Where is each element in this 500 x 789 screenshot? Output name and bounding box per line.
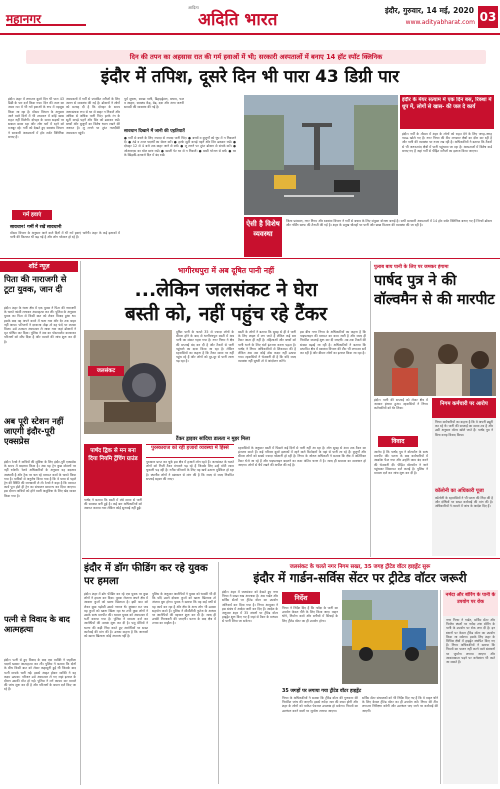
lead-body-col-4: पूर्व सूचना, स्वच्छ पानी, डिहाइड्रेशन, बचाव, फल व आहार, स्वास्थ्य केंद्र, बेड, दवा और अन्य जरूरी सामग्री की व्यवस्था की गई है। (124, 97, 184, 110)
bottom-divider-2 (440, 590, 441, 784)
main-callout-2-box (146, 444, 234, 458)
right-side-head-2: कॉलोनी का अधिकारी पूजा (435, 488, 484, 494)
lead-bottom-rule (0, 258, 500, 259)
bottom-left-headline: इंदौर में डॉग फीडिंग कर रहे युवक पर हमला (84, 563, 208, 587)
main-photo-caption: टैंकर ड्राइवर सांदिया डालता न मुहर मिला (176, 436, 250, 442)
logo (178, 3, 328, 31)
lead-kicker: दिन की तपन का अहसास रात की गर्म हवाओं में भी; सरकारी अस्पतालों में बनाए 14 हॉट स्पॉट क्लिनिक (129, 53, 383, 61)
main-body-col-6: रहवासियों के अनुसार बस्ती में पिछले कई दिनों से पानी नहीं आ रहा है। लोग सुबह से शाम तक टैंकर का इंतजार करते हैं। कई परिवार दूसरे इलाकों में रहने वाले रिश्तेदारों के यहां से पानी ला रहे हैं। बुजुर्गों और बीमार लोगों को सबसे ज्यादा परेशानी हो रही है। निगम के जोनल अधिकारी ने बताया कि क्षेत्र में अतिरिक्त टैंकर भेजे जा रहे हैं और पाइपलाइन बदलने का काम अंतिम चरण में है। जल्द ही समस्या का समाधान हो जाएगा। लोगों से धैर्य रखने की अपील की गई है। (238, 446, 366, 467)
lead-body-col-3: मौसम विभाग के अनुसार आने वाले दिनों में भी गर्म हवाएं चलेंगी। शहर के कई इलाकों में पानी की किल्लत भी बढ़ गई है और लोग परेशान हो रहे हैं। (10, 231, 120, 240)
masthead (0, 0, 500, 34)
main-body-col-4: पार्षद ने बताया कि बस्ती में लंबे समय से पानी की समस्या बनी हुई है। कई बार अधिकारियों को अवगत कराया गया लेकिन कोई सुनवाई नहीं हुई। (84, 498, 142, 511)
main-right-divider (370, 261, 371, 557)
lead-photo (244, 95, 398, 215)
bottom-right-body: नगर निगम ने गार्डन, सर्विस सेंटर और निर्माण स्थलों पर नर्मदा तथा बोरिंग के पानी के उपयोग पर रोक लगा दी है। इन स्थानों पर केवल ट्रीटेड वॉटर का उपयोग किया जा सकेगा। इसके लिए शहर के विभिन्न क्षेत्रों में हाइड्रेंट स्थापित किए गए हैं। निगम अधिकारियों ने बताया कि नियमों का पालन नहीं करने वाले संस्थानों पर जुर्माना लगाया जाएगा और आवश्यकता पड़ने पर कनेक्शन भी काटे जा सकते हैं। (446, 618, 495, 665)
lead-sub2: सावधान दिखाने में जानी की एहतियातें (124, 129, 185, 134)
special-box-text: जिला प्रशासन, नगर निगम और स्वास्थ्य विभाग ने गर्मी से बचाव के लिए संयुक्त योजना बनाई है। सभी सरकारी अस्पतालों में 14 हॉट स्पॉट क्लिनिक बनाए गए हैं जिनमें डॉक्टर और नर्सिंग स्टाफ की तैनाती की गई है। शहर के प्रमुख चौराहों पर पानी और छाछ वितरण की व्यवस्था की जा रही है। (286, 219, 492, 228)
bottom-headline: इंदौर में गार्डन-सर्विस सेंटर पर ट्रीटेड वॉटर जरूरी (253, 571, 467, 585)
lead-right-col: इंदौर। गर्मी के मौसम में शहर के लोगों को राहत देने के लिए जगह-जगह प्याऊ खोले गए हैं। नगर निगम की टीम लगातार क्षेत्रों का दौरा कर रही है और पानी की व्यवस्था पर नजर रख रही है। अधिकारियों ने बताया कि टैंकरों से भी जरूरतमंद क्षेत्रों में पानी पहुंचाया जा रहा है। अस्पतालों में विशेष वार्ड बनाए गए हैं जहां गर्मी से पीड़ित मरीजों का इलाज किया जाएगा। (402, 132, 492, 153)
right-side-body: निगम कर्मचारियों का कहना है कि वे अपनी ड्यूटी कर रहे थे। पानी की सप्लाई का समय तय है और उसी अनुसार वॉल्व खोले जाते हैं। पार्षद पुत्र ने बिना वजह विवाद किया। (435, 420, 493, 437)
main-kicker: भागीरथपुरा में अब दूषित पानी नहीं (177, 266, 275, 275)
right-body-col-2: आरोप है कि पार्षद पुत्र ने वॉल्वमैन के साथ मारपीट की। घटना के बाद कर्मचारियों में आक्रोश फैल गया और उन्होंने काम बंद करने की चेतावनी दी। पीड़ित वॉल्वमैन ने थाने पहुंचकर शिकायत दर्ज कराई है। पुलिस ने मामला दर्ज कर जांच शुरू कर दी है। (374, 450, 428, 476)
left-item-2-body: इंदौर। रेलवे ने यात्रियों की सुविधा के लिए इंदौर-पुरी एक्सप्रेस के समय में बदलाव किया है। अब यह ट्रेन कुछ स्टेशनों पर नहीं रुकेगी। रेलवे अधिकारियों के अनुसार यह बदलाव अस्थायी है और ट्रैक पर चल रहे मरम्मत कार्य के चलते किया गया है। यात्रियों से अनुरोध किया गया है कि वे यात्रा से पहले ट्रेन की स्थिति की जानकारी ले लें। रेलवे ने कहा है कि मरम्मत कार्य पूरा होते ही ट्रेन का संचालन सामान्य कर दिया जाएगा। इस दौरान यात्रियों को होने वाली असुविधा के लिए खेद व्यक्त किया गया है। (4, 460, 76, 498)
bottom-tag: निर्देश (282, 592, 320, 604)
special-tag: ऐसी है विशेष व्यवस्था (246, 220, 280, 238)
mid-bottom-rule (82, 558, 500, 559)
bottom-photo (342, 590, 438, 684)
header-rule (0, 33, 500, 35)
main-body-col-5: पुरस्कार प्राप्त कर चुके इस क्षेत्र में हजारों लोग रहते हैं। जलसंकट के चलते लोगों को निजी टैंकर मंगवाने पड़ रहे हैं जिसके लिए उन्हें मोटी रकम चुकानी पड़ रही है। गरीब परिवारों के लिए यह खर्च उठाना मुश्किल हो रहा है। स्थानीय लोगों ने प्रशासन से मांग की है कि जल्द से जल्द नियमित सप्लाई बहाल की जाए। (146, 460, 234, 481)
main-photo (84, 330, 172, 434)
right-kicker: पुलाब बाय पानी के लिए पर जमकर हंगामा (374, 265, 449, 270)
right-headline: पार्षद पुत्र ने की वॉल्वमैन से की मारपीट (374, 273, 495, 308)
right-side-head: निगम कर्मचारी पर आरोप (440, 401, 488, 407)
bottom-divider-1 (218, 562, 219, 784)
bottom-left-body-1: इंदौर। शहर में डॉग फीडिंग कर रहे एक युवक पर कुछ लोगों ने हमला कर दिया। युवक रोजाना अपने क्षेत्र में आवारा कुत्तों को खाना खिलाता है। इसी बात को लेकर कुछ पड़ोसी उससे नाराज थे। बुधवार रात जब वह कुत्तों को खाना खिला रहा था तभी कुछ लोगों ने उसके साथ मारपीट की। घायल युवक को अस्पताल में भर्ती कराया गया है। पुलिस ने मामला दर्ज कर आरोपियों की तलाश शुरू कर दी है। पशु प्रेमियों ने घटना की कड़ी निंदा करते हुए आरोपियों पर सख्त कार्रवाई की मांग की है। उनका कहना है कि जानवरों को खाना खिलाना कोई अपराध नहीं है। (84, 592, 148, 639)
right-side-box (432, 398, 496, 556)
left-col-divider (80, 261, 81, 785)
left-col-title: शॉर्ट न्यूज़ (0, 261, 78, 272)
main-callout-1: पार्षद द्विक से मन बना दिया नियमि ट्रेंचिंग ग्राउंड (88, 448, 138, 462)
page-number: 03 (478, 6, 498, 28)
bottom-main-body-4: सर्विस सेंटर संचालकों को भी निर्देश दिए गए हैं कि वे वाहन धोने के लिए केवल ट्रीटेड वॉटर का ही उपयोग करें। निगम की टीम लगातार निरीक्षण करेगी और उल्लंघन पाए जाने पर कार्रवाई की जाएगी। (362, 696, 438, 713)
bottom-main-body-2: निगम ने निर्देश दिए हैं कि नर्मदा के पानी का उपयोग केवल पीने के लिए किया जाए। वाहन धोने, निर्माण कार्य और बगीचों में सिंचाई के लिए ट्रीटेड वॉटर का ही उपयोग होगा। (282, 606, 338, 623)
main-body-col-2: बस्ती के लोगों ने बताया कि सुबह से ही वे पानी के लिए लाइन में लग जाते हैं लेकिन कई बार टैंकर आता ही नहीं है। महिलाओं और बच्चों को पानी भरने के लिए घंटों इंतजार करना पड़ता है। पार्षद ने निगम अधिकारियों से शिकायत की है लेकिन अब तक कोई ठोस कदम नहीं उठाया गया। रहवासियों ने चेतावनी दी है कि यदि जल्द व्यवस्था नहीं सुधरी तो वे आंदोलन करेंगे। (238, 330, 296, 364)
left-item-2-head: अब पूरी स्टेशन नहीं जाएगी इंदौर-पूरी एक्सप्रेस (4, 416, 64, 446)
left-item-1-body: इंदौर। शहर के थाना क्षेत्र में एक युवक ने पिता की नाराजगी के चलते फांसी लगाकर आत्महत्या कर ली। पुलिस के अनुसार युवक का पिता से किसी बात को लेकर विवाद हुआ था। इसके बाद वह अपने कमरे में चला गया और देर तक बाहर नहीं आया। परिजनों ने दरवाजा तोड़ा तो वह फंदे पर लटका मिला। उसे तत्काल अस्पताल ले जाया गया जहां डॉक्टरों ने मृत घोषित कर दिया। पुलिस ने शव का पोस्टमार्टम करवाकर परिजनों को सौंप दिया है और मामले की जांच शुरू कर दी है। (4, 306, 76, 344)
right-side-body-2: कॉलोनी के रहवासियों ने भी घटना की निंदा की है और दोषियों पर सख्त कार्रवाई की मांग की है। अधिकारियों ने मामले में जांच के आदेश दिए हैं। (435, 496, 493, 509)
lead-photo-caption-box (400, 95, 494, 129)
lead-tag: गर्म हवाएं (12, 210, 52, 220)
logo-main: अदिति भारत (198, 10, 278, 30)
left-item-1-head: पिता की नाराजगी से टूटा युवक, जान दी (4, 274, 67, 294)
bottom-kicker: जलसंकट के चलते नगर निगम सख्त, 35 जगह ट्रीटेड वॉटर हाइड्रेंट सुरू (289, 564, 431, 570)
section-label: महानगर (6, 12, 41, 26)
lead-bullets: ● गर्मी से बचने के लिए ज्यादा से ज्यादा पानी पिएं। ● बच्चों व बुजुर्गों को धूप में न निकलने दें। ● ठंडे व तरल पदार्थों का सेवन करें। ● हल्के सूती कपड़े पहनें और सिर ढककर रखें। ● दोपहर 12 से 4 बजे तक बाहर जाने से बचें। ● लू लगने पर तुरंत डॉक्टर से संपर्क करें। ● ओआरएस का घोल साथ रखें। ● खाली पेट घर से न निकलें। ● बासी भोजन से बचें। ● घर के खिड़की-दरवाजे दिन में बंद रखें। (124, 136, 236, 157)
dateline: इंदौर, गुरुवार, 14 मई, 2020 (384, 6, 474, 15)
main-headline-2: बस्ती को, नहीं पहुंच रहे टैंकर (124, 303, 328, 325)
right-photo (374, 332, 496, 396)
lead-headline: इंदौर में तपिश, दूसरे दिन भी पारा 43 डिग्री पार (100, 67, 400, 87)
bottom-right-head: नर्मदा और बोरिंग के पानी के उपयोग पर रोक (445, 593, 496, 605)
lead-kicker-bar (26, 50, 486, 64)
bottom-main-body-3: निगम के अधिकारियों ने बताया कि ट्रीटेड वॉटर की गुणवत्ता की नियमित जांच की जाएगी। इससे नर्मदा जल की बचत होगी और शहर के लोगों को पर्याप्त पेयजल उपलब्ध हो सकेगा। नियमों का उल्लंघन करने वालों पर जुर्माना लगाया जाएगा। (282, 696, 358, 713)
bottom-main-body-1: इंदौर। शहर में जलसंकट को देखते हुए नगर निगम ने सख्त रुख अपनाया है। अब गार्डन और सर्विस सेंटरों पर ट्रीटेड वॉटर का उपयोग अनिवार्य कर दिया गया है। निगम आयुक्त ने इस संबंध में आदेश जारी कर दिए हैं। आदेश के अनुसार शहर में 35 स्थानों पर ट्रीटेड वॉटर हाइड्रेंट शुरू किए गए हैं जहां से टैंकर के माध्यम से पानी लिया जा सकेगा। (222, 590, 278, 624)
main-tag: जलसंकट (88, 366, 124, 376)
main-body-col-3: इस बीच नगर निगम के अधिकारियों का कहना है कि पाइपलाइन की मरम्मत का काम जारी है और जल्द ही नियमित सप्लाई शुरू कर दी जाएगी। तब तक टैंकरों की संख्या बढ़ाई जा रही है। अधिकारियों ने बताया कि प्रभावित क्षेत्र में स्वास्थ्य विभाग की टीम भी लगातार सर्वे कर रही है और बीमार लोगों का इलाज किया जा रहा है। (300, 330, 366, 356)
main-callout-1-box (84, 444, 142, 496)
bottom-left-body-2: पुलिस के अनुसार आरोपियों ने युवक को धमकी भी दी कि यदि उसने दोबारा कुत्तों को खाना खिलाया तो अंजाम बुरा होगा। युवक ने बताया कि वह कई वर्षों से यह कार्य कर रहा है और क्षेत्र के अन्य लोग भी उसका सहयोग करते हैं। पुलिस ने सीसीटीवी फुटेज के आधार पर आरोपियों की पहचान शुरू कर दी है। जल्द ही उनकी गिरफ्तारी की जाएगी। घटना के बाद क्षेत्र में तनाव का माहौल है। (152, 592, 216, 626)
lead-body-col-2: अस्पतालों में गर्मी से प्रभावित मरीजों के लिए अलग से व्यवस्था की गई है। डॉक्टरों ने लोगों को सलाह दी है कि दोपहर के समय अनावश्यक रूप से घर से बाहर न निकलें और अधिक से अधिक पानी पिएं। हल्के रंग के सूती कपड़े पहनें और सिर को ढककर रखें। बच्चों और बुजुर्गों का विशेष ध्यान रखने की जरूरत है। लू लगने पर तुरंत नजदीकी अस्पताल पहुंचें। (66, 97, 120, 135)
bottom-right-box (443, 590, 498, 784)
right-tag: विवाद (378, 436, 418, 447)
right-body-col-1: इंदौर। पानी की सप्लाई को लेकर क्षेत्र में जमकर हंगामा हुआ। रहवासियों ने निगम कर्मचारियों को घेर लिया। (374, 398, 428, 411)
lead-photo-caption: इंदौर के मेयर सत्याम में एक दिन बस, रिक्शा में धूप में, लोगों से खास- की जल दे कार्य (402, 97, 492, 110)
lead-sub1: सावधान! गर्मी में रखें सावधानी (10, 225, 62, 230)
main-body-col-1: दूषित पानी के चलते 35 से ज्यादा लोगों के बीमार होने के बाद से भागीरथपुरा बस्ती में अब पानी का संकट गहरा गया है। नगर निगम ने क्षेत्र की सप्लाई बंद कर दी है और टैंकरों से पानी पहुंचाने का दावा किया जा रहा है। लेकिन रहवासियों का कहना है कि टैंकर समय पर नहीं पहुंच रहे हैं और लोगों को दूर-दूर से पानी लाना पड़ रहा है। (176, 330, 234, 364)
bottom-photo-caption: 35 जगहों पर लगाया गया ट्रीटेड वॉटर हाइड्रेंट (282, 689, 362, 694)
main-callout-2: पुरस्काराज को रही हजारों व्यवस्था में हिस्से (151, 445, 229, 451)
special-tag-box (244, 217, 282, 257)
right-side-head-box (432, 398, 496, 418)
website[interactable]: www.adityabharat.com (405, 19, 475, 26)
bottom-right-head-box (443, 590, 498, 616)
section-label-box (6, 8, 86, 26)
logo-small: आदित्य (188, 5, 199, 10)
left-item-3-head: पत्नी से विवाद के बाद आत्महत्या (4, 614, 70, 634)
lead-body-col-1: इंदौर। शहर में लगातार दूसरे दिन भी पारा 43 डिग्री के पार दर्ज किया गया। दिन की तपन का असर रात में भी गर्म हवाओं के रूप में महसूस किया जा रहा है। मौसम विभाग के अनुसार आने वाले दिनों में भी तापमान में कोई खास राहत नहीं मिलेगी। दोपहर के समय सड़कों पर सन्नाटा छाया रहा और लोग घरों में रहने को मजबूर रहे। गर्मी को देखते हुए स्वास्थ्य विभाग ने सरकारी अस्पतालों में हॉट स्पॉट क्लिनिक बनाए हैं। (8, 97, 64, 139)
main-headline-1: ...लेकिन जलसंकट ने घेरा (134, 279, 318, 301)
left-item-3-body: इंदौर। पत्नी से हुए विवाद के बाद एक व्यक्ति ने जहरीला पदार्थ खाकर आत्महत्या कर ली। पुलिस ने बताया कि दोनों के बीच किसी बात को लेकर कहासुनी हुई थी जिसके बाद पत्नी मायके चली गई। इससे आहत होकर व्यक्ति ने यह कदम उठाया। परिजन उसे अस्पताल ले गए जहां इलाज के दौरान उसकी मौत हो गई। पुलिस ने मर्ग कायम कर मामले की जांच शुरू कर दी है और परिजनों के बयान दर्ज किए जा रहे हैं। (4, 658, 76, 692)
